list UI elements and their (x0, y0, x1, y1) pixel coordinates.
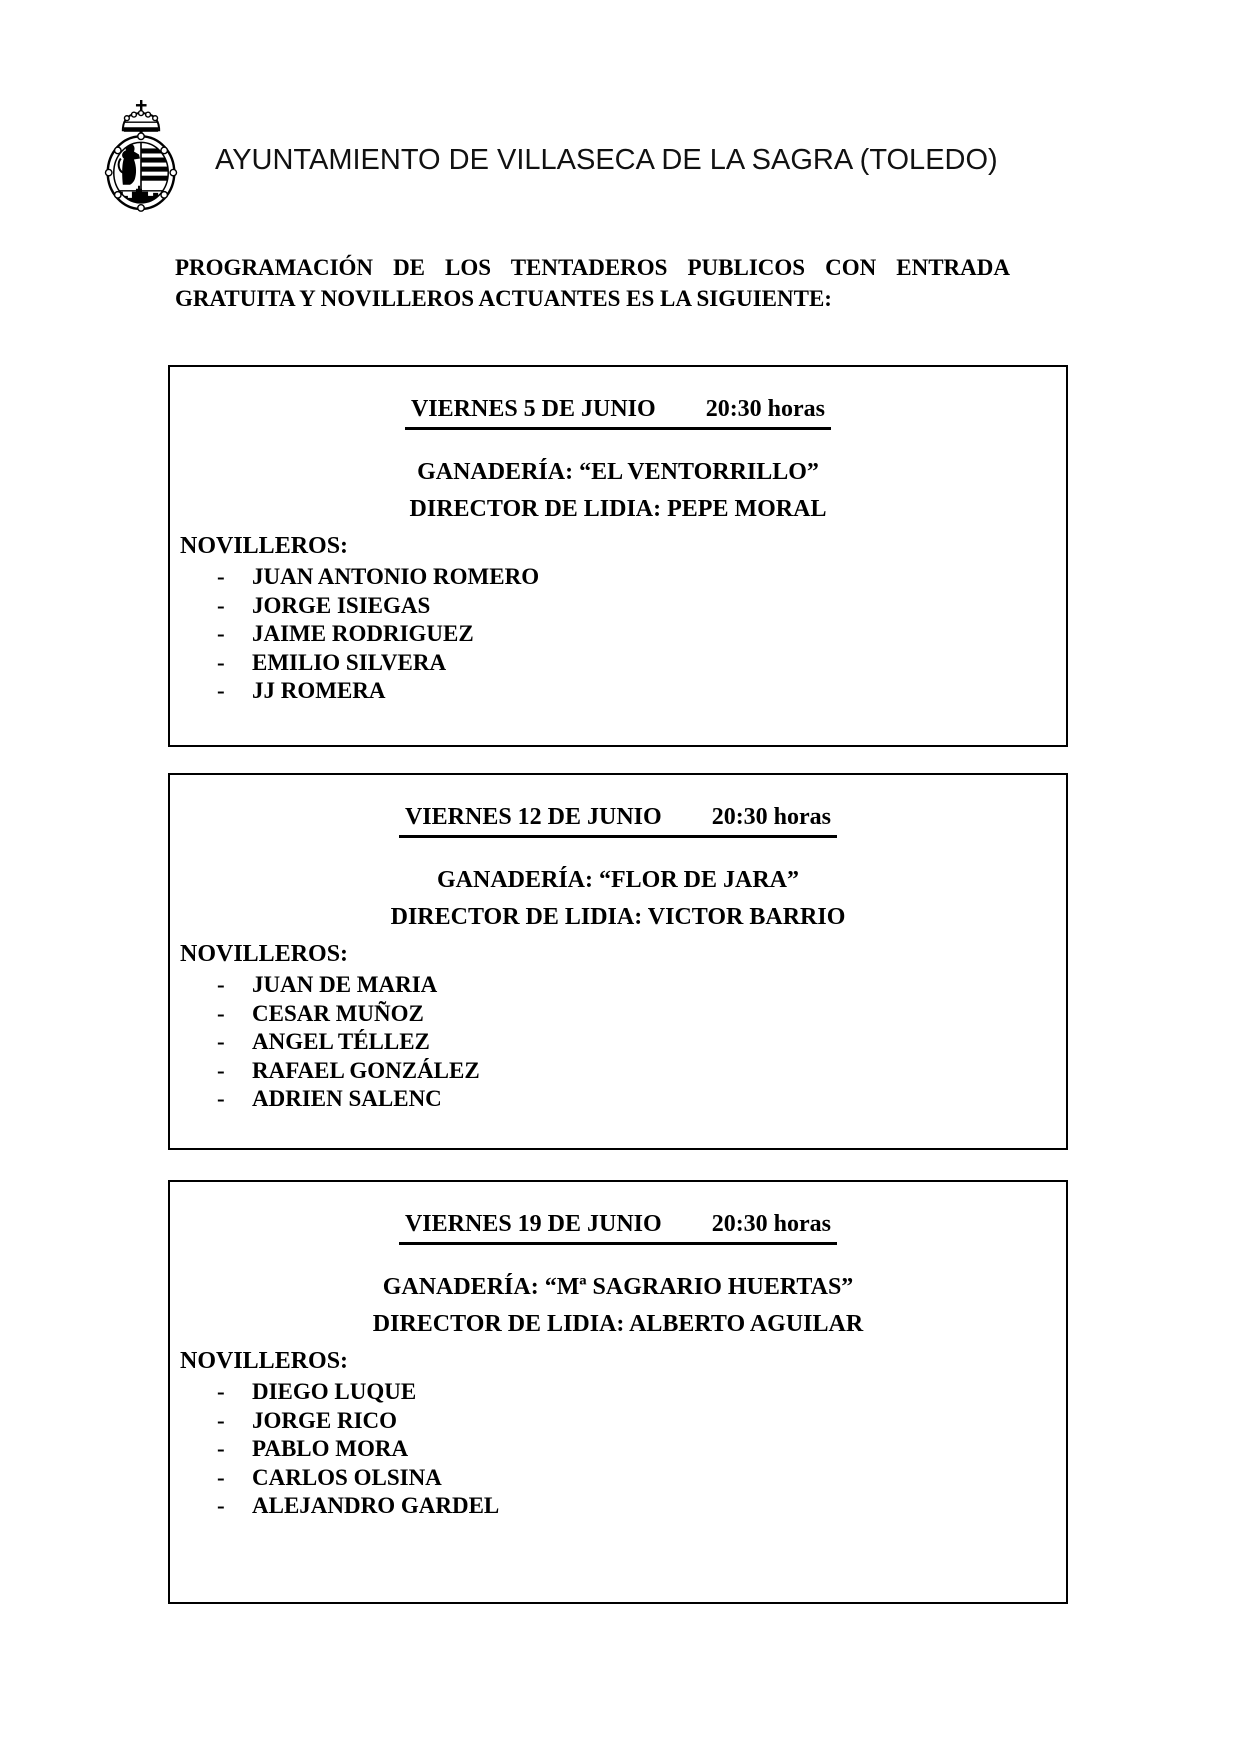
director-line: DIRECTOR DE LIDIA: ALBERTO AGUILAR (372, 1311, 864, 1337)
list-item (170, 677, 1066, 706)
list-item (170, 1378, 1066, 1407)
director-line: DIRECTOR DE LIDIA: PEPE MORAL (409, 496, 827, 522)
novillero-name: ANGEL TÉLLEZ (252, 1029, 430, 1054)
dash-bullet: - (217, 1057, 225, 1083)
event-box-june-19 (168, 1180, 1068, 1604)
novilleros-list (170, 1378, 1066, 1521)
dash-bullet: - (217, 1493, 225, 1518)
event-box-june-5 (168, 365, 1068, 747)
coat-of-arms-icon (95, 98, 187, 214)
event-date: VIERNES 12 DE JUNIO (404, 804, 662, 830)
list-item (170, 649, 1066, 678)
list-item (170, 620, 1066, 649)
novillero-name: RAFAEL GONZÁLEZ (252, 1057, 480, 1083)
dash-bullet: - (217, 1086, 225, 1111)
novilleros-label: NOVILLEROS: (180, 1348, 349, 1374)
dash-bullet: - (217, 1464, 225, 1490)
novillero-name: JORGE RICO (252, 1407, 398, 1433)
page-title: AYUNTAMIENTO DE VILLASECA DE LA SAGRA (TOLEDO) (215, 144, 998, 176)
dash-bullet: - (217, 1407, 225, 1433)
list-item (170, 1492, 1066, 1521)
ganaderia-line: GANADERÍA: “EL VENTORRILLO” (417, 459, 819, 485)
dash-bullet: - (217, 678, 225, 703)
novillero-name: JAIME RODRIGUEZ (252, 621, 474, 646)
intro-line-1: PROGRAMACIÓN DE LOS TENTADEROS PUBLICOS CON ENTRADA (175, 255, 1010, 280)
dash-bullet: - (217, 1436, 225, 1461)
dash-bullet: - (217, 972, 225, 997)
novilleros-list (170, 971, 1066, 1114)
list-item (170, 1464, 1066, 1493)
list-item (170, 971, 1066, 1000)
novillero-name: JUAN DE MARIA (252, 972, 438, 997)
novillero-name: DIEGO LUQUE (252, 1379, 417, 1404)
event-date: VIERNES 5 DE JUNIO (410, 396, 656, 422)
novillero-name: PABLO MORA (252, 1436, 409, 1461)
event-time: 20:30 horas (711, 804, 832, 830)
dash-bullet: - (217, 1029, 225, 1054)
list-item (170, 1407, 1066, 1436)
event-title (170, 394, 1066, 430)
novillero-name: ADRIEN SALENC (252, 1086, 442, 1111)
list-item (170, 1000, 1066, 1029)
event-date: VIERNES 19 DE JUNIO (404, 1211, 662, 1237)
novillero-name: CESAR MUÑOZ (252, 1000, 424, 1026)
novilleros-label: NOVILLEROS: (180, 533, 349, 559)
list-item (170, 1435, 1066, 1464)
dash-bullet: - (217, 621, 225, 646)
director-line: DIRECTOR DE LIDIA: VICTOR BARRIO (390, 904, 846, 930)
novilleros-label: NOVILLEROS: (180, 941, 349, 967)
event-time: 20:30 horas (711, 1211, 832, 1237)
intro-line-2: GRATUITA Y NOVILLEROS ACTUANTES ES LA SIGUIENTE: (175, 286, 832, 311)
dash-bullet: - (217, 1000, 225, 1026)
novillero-name: JJ ROMERA (252, 678, 386, 703)
list-item (170, 1085, 1066, 1114)
dash-bullet: - (217, 649, 225, 675)
novillero-name: CARLOS OLSINA (252, 1464, 442, 1490)
list-item (170, 1028, 1066, 1057)
event-time: 20:30 horas (705, 396, 826, 422)
event-box-june-12 (168, 773, 1068, 1150)
ganaderia-line: GANADERÍA: “Mª SAGRARIO HUERTAS” (382, 1274, 854, 1300)
intro-paragraph (175, 252, 1010, 314)
list-item (170, 592, 1066, 621)
novillero-name: JORGE ISIEGAS (252, 592, 431, 618)
novillero-name: JUAN ANTONIO ROMERO (252, 564, 540, 589)
dash-bullet: - (217, 592, 225, 618)
novillero-name: EMILIO SILVERA (252, 649, 447, 675)
ganaderia-line: GANADERÍA: “FLOR DE JARA” (436, 867, 799, 893)
list-item (170, 1057, 1066, 1086)
event-title (170, 1209, 1066, 1245)
event-title (170, 802, 1066, 838)
dash-bullet: - (217, 1379, 225, 1404)
novilleros-list (170, 563, 1066, 706)
dash-bullet: - (217, 564, 225, 589)
list-item (170, 563, 1066, 592)
novillero-name: ALEJANDRO GARDEL (252, 1493, 500, 1518)
